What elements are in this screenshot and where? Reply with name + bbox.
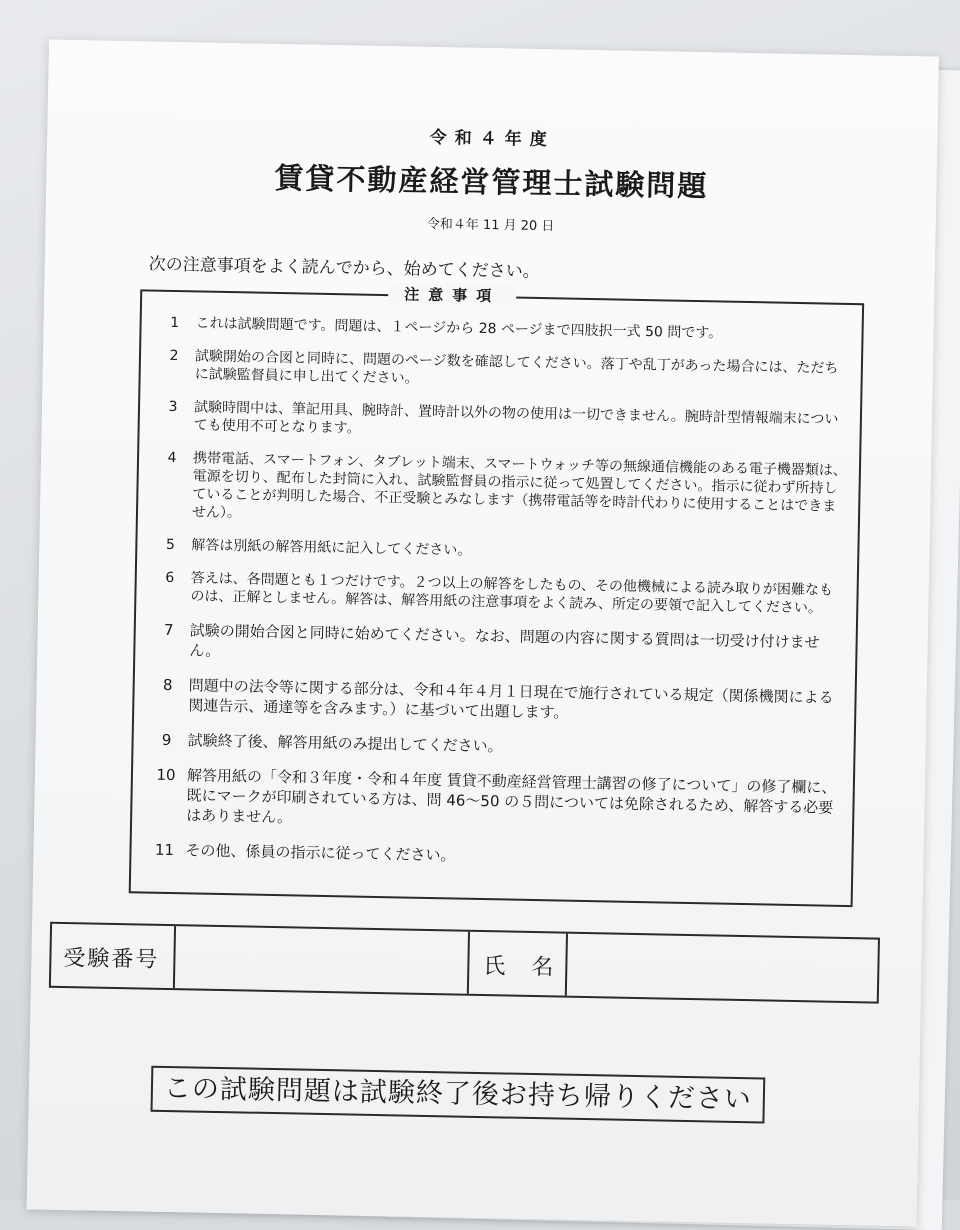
- notice-item-text: 携帯電話、スマートフォン、タブレット端末、スマートウォッチ等の無線通信機能のある電子機器類は、電源を切り、配布した封筒に入れ、試験監督員の指示に従って処置してください。指示に従わず所持していることが判明した場合、不正受験とみなします（携帯電話等を時計代わりに使用することはできません）。: [191, 450, 848, 522]
- exam-number-label: 受験番号: [63, 945, 160, 973]
- notice-item-number: 6: [165, 569, 175, 587]
- notice-item-number: 3: [168, 398, 178, 416]
- notice-item-text: 問題中の法令等に関する部分は、令和４年４月１日現在で施行されている規定（関係機関による関連告示、通達等を含みます。）に基づいて出題します。: [188, 676, 834, 722]
- notice-item-number: 7: [163, 620, 174, 640]
- notice-item-number: 2: [169, 347, 179, 365]
- notice-item-number: 9: [161, 730, 172, 750]
- page-title: 賃貸不動産経営管理士試験問題: [274, 160, 709, 204]
- notice-item: [146, 675, 843, 728]
- notice-item: [144, 765, 841, 838]
- name-label: 氏 名: [483, 954, 556, 981]
- notice-list: [143, 314, 850, 888]
- fiscal-year: 令和４年度: [429, 127, 555, 151]
- notice-item: [149, 536, 845, 567]
- notice-item-number: 1: [170, 314, 180, 332]
- exam-sheet: [27, 40, 939, 1227]
- notice-item-text: 答えは、各問題とも１つだけです。２つ以上の解答をしたもの、その他機械による読み取りが困難なものは、正解としません。解答は、解答用紙の注意事項をよく読み、所定の要領で記入してください。: [190, 570, 834, 617]
- notice-item: [145, 730, 841, 763]
- notice-heading: 注意事項: [388, 283, 516, 306]
- notice-item: [153, 314, 849, 345]
- name-field[interactable]: [567, 934, 878, 1002]
- notice-item: [152, 398, 849, 447]
- notice-item-number: 8: [162, 675, 173, 695]
- notice-box: [129, 285, 864, 907]
- notice-item-number: 5: [165, 536, 175, 554]
- notice-item-text: これは試験問題です。問題は、１ページから 28 ページまで四肢択一式 50 問です。: [195, 315, 723, 342]
- exam-date: 令和４年 11 月 20 日: [426, 216, 555, 235]
- exam-number-field[interactable]: [175, 926, 470, 994]
- intro-text: 次の注意事項をよく読んでから、始めてください。: [148, 254, 540, 283]
- notice-item-text: その他、係員の指示に従ってください。: [185, 841, 456, 865]
- notice-item: [152, 347, 849, 396]
- notice-item-text: 試験時間中は、筆記用具、腕時計、置時計以外の物の使用は一切できません。腕時計型情報端末についても使用不可となります。: [193, 399, 839, 437]
- notice-item-text: 試験開始の合図と同時に、問題のページ数を確認してください。落丁や乱丁があった場合には、ただちに試験監督員に申し出てください。: [194, 348, 839, 387]
- notice-item-text: 試験の開始合図と同時に始めてください。なお、問題の内容に関する質問は一切受け付けません。: [189, 621, 820, 660]
- notice-item-number: 4: [167, 449, 177, 467]
- notice-item: [148, 569, 845, 618]
- id-fields-table: [49, 922, 880, 1004]
- notice-item: [147, 620, 844, 673]
- notice-item-number: 11: [154, 840, 175, 860]
- notice-item-text: 解答用紙の「令和３年度・令和４年度 賃貸不動産経営管理士講習の修了について」の修了欄に、既にマークが印刷されている方は、問 46～50 の５問については免除されるため、解答する必要はありません。: [186, 766, 837, 827]
- notice-item-number: 10: [156, 765, 176, 785]
- notice-item-text: 解答は別紙の解答用紙に記入してください。: [191, 537, 472, 559]
- notice-item-text: 試験終了後、解答用紙のみ提出してください。: [187, 731, 503, 756]
- exam-number-label-cell: [51, 924, 176, 988]
- notice-item: [143, 840, 839, 873]
- take-home-notice: この試験問題は試験終了後お持ち帰りください: [151, 1066, 766, 1124]
- notice-item: [150, 449, 847, 534]
- name-label-cell: [469, 932, 568, 996]
